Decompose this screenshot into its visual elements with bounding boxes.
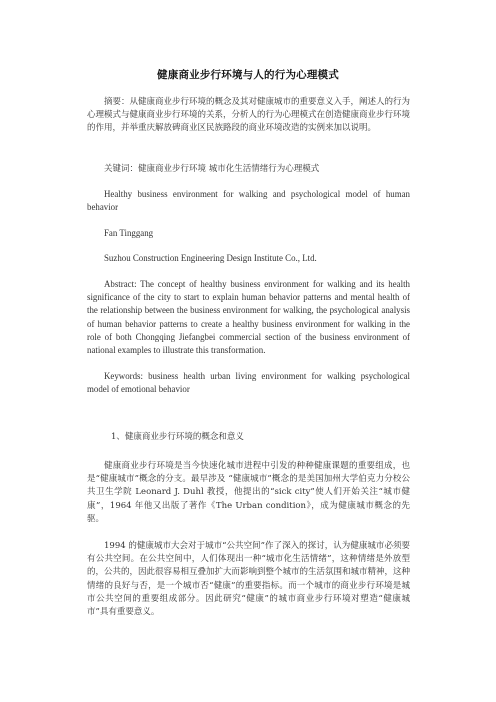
chinese-keywords: 关键词：健康商业步行环境 城市化生活情绪行为心理模式 <box>104 164 320 174</box>
author-name: Fan Tinggang <box>104 228 154 238</box>
section-heading: 1、健康商业步行环境的概念和意义 <box>111 432 244 442</box>
english-title: Healthy business environment for walking and psychological model of human behavior <box>87 189 410 213</box>
english-abstract: Abstract: The concept of healthy business environment for walking and its health significance of the city to start to explain human behavior patterns and mental health of the relationship between the business environment for walking, the psychological analysis of human behavior patterns to create a healthy business environment for walking in the role of both Chongqing Jiefangbei commercial section of the business environment of national examples to illustrate this transformation. <box>87 279 410 356</box>
author-affiliation: Suzhou Construction Engineering Design Institute Co., Ltd. <box>104 253 317 263</box>
document-title: 健康商业步行环境与人的行为心理模式 <box>157 69 339 81</box>
chinese-abstract: 摘要：从健康商业步行环境的概念及其对健康城市的重要意义入手，阐述人的行为心理模式与健康商业步行环境的关系，分析人的行为心理模式在创造健康商业步行环境的作用，并举重庆解放碑商业区民族路段的商业环境改造的实例来加以说明。 <box>87 97 411 134</box>
section-paragraph-2: 1994 的健康城市大会对于城市“公共空间”作了深入的探讨，认为健康城市必须要有公共空间。在公共空间中，人们体现出一种“城市化生活情绪”，这种情绪是外放型的，公共的，因此很容易相互叠加扩大而影响到整个城市的生活氛围和城市精神，这种情绪的良好与否，是一个城市否“健康”的重要指标。而一个城市的商业步行环境是城市公共空间的重要组成部分。因此研究“健康”的城市商业步行环境对塑造“健康城市”具有重要意义。 <box>87 541 411 618</box>
english-keywords: Keywords: business health urban living environment for walking psychological model of emotional behavior <box>87 371 410 395</box>
section-paragraph-1: 健康商业步行环境是当今快速化城市进程中引发的种种健康课题的重要组成，也是“健康城市”概念的分支。最早涉及 “健康城市”概念的是美国加州大学伯克力分校公共卫生学院 Leonard J. Duhl 教授，他提出的“sick city”使人们开始关注“城市健康”，1964 年他又出版了著作《The Urban condition》，成为健康城市概念的先驱。 <box>87 461 410 524</box>
